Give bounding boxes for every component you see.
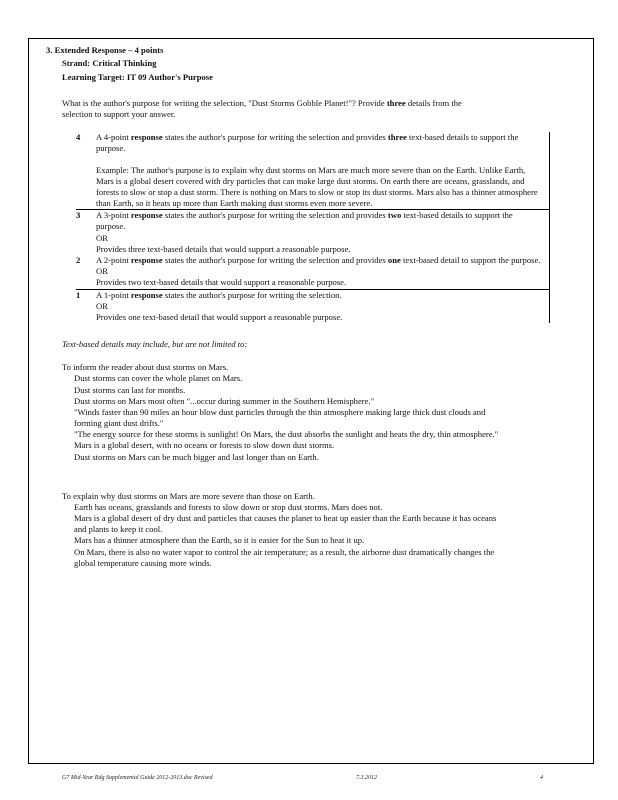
document-body (46, 44, 566, 569)
score-label: 1 (76, 289, 81, 300)
explain-lead: To explain why dust storms on Mars are more severe than those on Earth. (62, 490, 315, 501)
list-item (62, 440, 506, 451)
bullet-box-icon (62, 440, 74, 451)
learning-target-line: Learning Target: IT 09 Author's Purpose (62, 71, 213, 82)
list-item-text: "Winds faster than 90 miles an hour blow dust particles through the thin atmosphere making large thick dust clouds and forming giant dust drifts." (74, 406, 486, 429)
bullet-box-icon (62, 547, 74, 569)
strand-line: Strand: Critical Thinking (62, 58, 157, 69)
bullet-box-icon (62, 373, 74, 384)
list-item-text: Dust storms on Mars most often "...occur during summer in the Southern Hemisphere." (74, 395, 375, 406)
list-item-text: Earth has oceans, grasslands and forests to slow down or stop dust storms. Mars does not. (74, 501, 383, 512)
inform-list (62, 373, 506, 462)
list-item (62, 452, 506, 463)
footer-page-number: 4 (540, 775, 543, 781)
list-item (62, 429, 506, 440)
list-item (62, 385, 506, 396)
explain-list (62, 502, 506, 569)
question-prompt: What is the author's purpose for writing the selection, "Dust Storms Gobble Planet!"? Provide three details from the selection to support your answer. (62, 97, 462, 120)
inform-lead: To inform the reader about dust storms on Mars. (62, 362, 229, 373)
list-item (62, 502, 506, 513)
footer-date: 7.3.2012 (356, 775, 377, 781)
list-item-text: "The energy source for these storms is sunlight! On Mars, the dust absorbs the sunlight and heats the dry, thin atmosphere." (74, 429, 499, 440)
inform-section (62, 362, 506, 463)
bullet-box-icon (62, 396, 74, 407)
item-title: 3. Extended Response – 4 points (46, 45, 164, 55)
footer-filename: G7 Mid-Year Rdg Supplemental Guide 2012-2013.doc Revised (62, 775, 213, 781)
scoring-rubric (76, 132, 550, 323)
bullet-box-icon (62, 385, 74, 396)
bullet-box-icon (62, 535, 74, 546)
explain-section (62, 491, 506, 569)
list-item (62, 396, 506, 407)
score-description: A 3-point response states the author's purpose for writing the selection and provides two text-based details to support the purpose. OR Provides three text-based details that would support a reasonable purpose. (96, 210, 513, 254)
bullet-box-icon (62, 429, 74, 440)
bullet-box-icon (62, 407, 74, 429)
details-heading: Text-based details may include, but are not limited to: (62, 339, 248, 350)
bullet-box-icon (62, 502, 74, 513)
list-item-text: Dust storms on Mars can be much bigger and last longer than on Earth. (74, 451, 319, 462)
bullet-box-icon (62, 513, 74, 535)
score-description: A 1-point response states the author's purpose for writing the selection. OR Provides one text-based detail that would support a reasonable purpose. (96, 289, 343, 322)
list-item (62, 513, 506, 535)
bullet-box-icon (62, 452, 74, 463)
score-description: A 4-point response states the author's purpose for writing the selection and provides three text-based details to support the purpose. Example: The author's purpose is to explain why dust storms on Mars are much more severe than on the Earth. Unlike Earth, Mars is a global desert covered with dry particles that can make large dust storms. On earth there are oceans, grasslands, and forests to slow or stop a dust storm. There is nothing on Mars to slow or stop its dust storms. Mars also has a thinner atmosphere than Earth, so it heats up more than Earth making dust storms even more severe. (96, 132, 549, 209)
list-item-text: Dust storms can last for months. (74, 384, 186, 395)
list-item (62, 547, 506, 569)
list-item (62, 373, 506, 384)
score-label: 4 (76, 132, 81, 143)
list-item (62, 407, 506, 429)
example-response: Example: The author's purpose is to explain why dust storms on Mars are much more severe than on the Earth. Unlike Earth, Mars is a global desert covered with dry particles that can make large dust storms. On earth there are oceans, grasslands, and forests to slow or stop a dust storm. There is nothing on Mars to slow or stop its dust storms. Mars also has a thinner atmosphere than Earth, so it heats up more than Earth making dust storms even more severe. (96, 164, 538, 209)
score-label: 2 (76, 255, 81, 265)
score-label: 3 (76, 210, 81, 221)
score-description: A 2-point response states the author's purpose for writing the selection and provides one text-based detail to support the purpose. OR Provides two text-based details that would support a reasonable purpose. (96, 255, 541, 288)
rubric-row-4 (76, 132, 550, 210)
rubric-row-3 (76, 210, 550, 255)
rubric-row-1 (76, 290, 550, 324)
item-header (46, 44, 566, 84)
rubric-row-2 (76, 255, 550, 290)
list-item-text: Mars has a thinner atmosphere than the Earth, so it is easier for the Sun to heat it up. (74, 535, 365, 546)
list-item-text: Dust storms can cover the whole planet on Mars. (74, 373, 243, 384)
list-item (62, 535, 506, 546)
list-item-text: Mars is a global desert, with no oceans or forests to slow down dust storms. (74, 440, 335, 451)
list-item-text: On Mars, there is also no water vapor to control the air temperature; as a result, the airborne dust dramatically changes the global temperature causing more winds. (74, 546, 495, 568)
list-item-text: Mars is a global desert of dry dust and particles that causes the planet to heat up easier than the Earth because it has oceans and plants to keep it cool. (74, 513, 497, 535)
